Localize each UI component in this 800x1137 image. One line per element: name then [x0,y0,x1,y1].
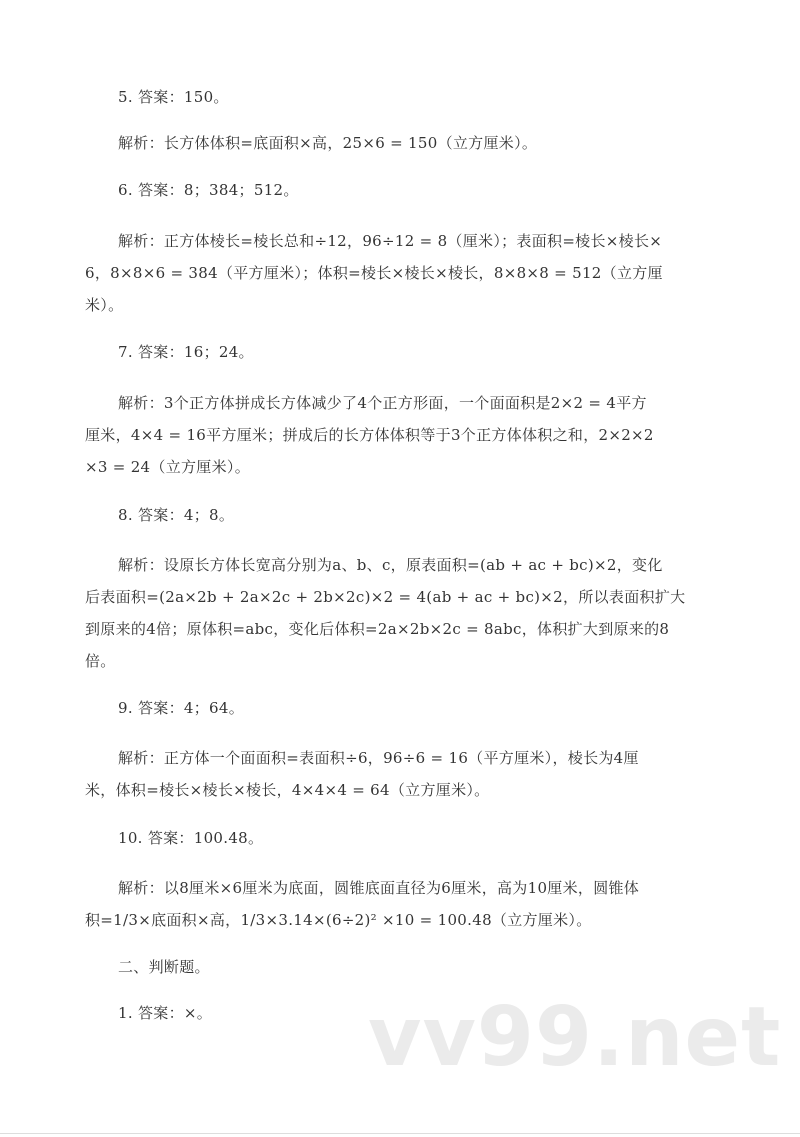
watermark: vv99.net [368,990,782,1085]
analysis-10-line-2: 积=1/3×底面积×高，1/3×3.14×(6÷2)² ×10 = 100.48（立方厘米）。 [85,911,592,929]
answer-9: 9. 答案：4；64。 [118,699,245,717]
analysis-7-line-3: ×3 = 24（立方厘米）。 [85,458,251,476]
analysis-8-line-3: 到原来的4倍；原体积=abc，变化后体积=2a×2b×2c = 8abc，体积扩大到原来的8 [85,620,670,638]
analysis-5: 解析：长方体体积=底面积×高，25×6 = 150（立方厘米）。 [118,134,538,152]
analysis-7-line-1: 解析：3个正方体拼成长方体减少了4个正方形面，一个面面积是2×2 = 4平方 [118,394,647,412]
answer-10: 10. 答案：100.48。 [118,829,264,847]
analysis-6-line-2: 6，8×8×6 = 384（平方厘米）；体积=棱长×棱长×棱长，8×8×8 = 512（立方厘 [85,264,663,282]
analysis-7-line-2: 厘米，4×4 = 16平方厘米；拼成后的长方体体积等于3个正方体体积之和，2×2×2 [85,426,654,444]
answer-5: 5. 答案：150。 [118,88,229,106]
page-bottom-divider [0,1133,800,1134]
analysis-8-line-2: 后表面积=(2a×2b + 2a×2c + 2b×2c)×2 = 4(ab + ac + bc)×2，所以表面积扩大 [85,588,686,606]
analysis-8-line-1: 解析：设原长方体长宽高分别为a、b、c，原表面积=(ab + ac + bc)×2，变化 [118,556,663,574]
analysis-9-line-1: 解析：正方体一个面面积=表面积÷6，96÷6 = 16（平方厘米），棱长为4厘 [118,749,639,767]
analysis-8-line-4: 倍。 [85,652,116,670]
analysis-9-line-2: 米，体积=棱长×棱长×棱长，4×4×4 = 64（立方厘米）。 [85,781,490,799]
answer-8: 8. 答案：4；8。 [118,506,235,524]
answer-7: 7. 答案：16；24。 [118,343,254,361]
section-heading-judgement: 二、判断题。 [118,958,210,976]
analysis-10-line-1: 解析：以8厘米×6厘米为底面，圆锥底面直径为6厘米，高为10厘米，圆锥体 [118,879,640,897]
judgement-answer-1: 1. 答案：×。 [118,1004,213,1022]
analysis-6-line-1: 解析：正方体棱长=棱长总和÷12，96÷12 = 8（厘米）；表面积=棱长×棱长× [118,232,663,250]
answer-6: 6. 答案：8；384；512。 [118,181,299,199]
analysis-6-line-3: 米）。 [85,296,124,314]
